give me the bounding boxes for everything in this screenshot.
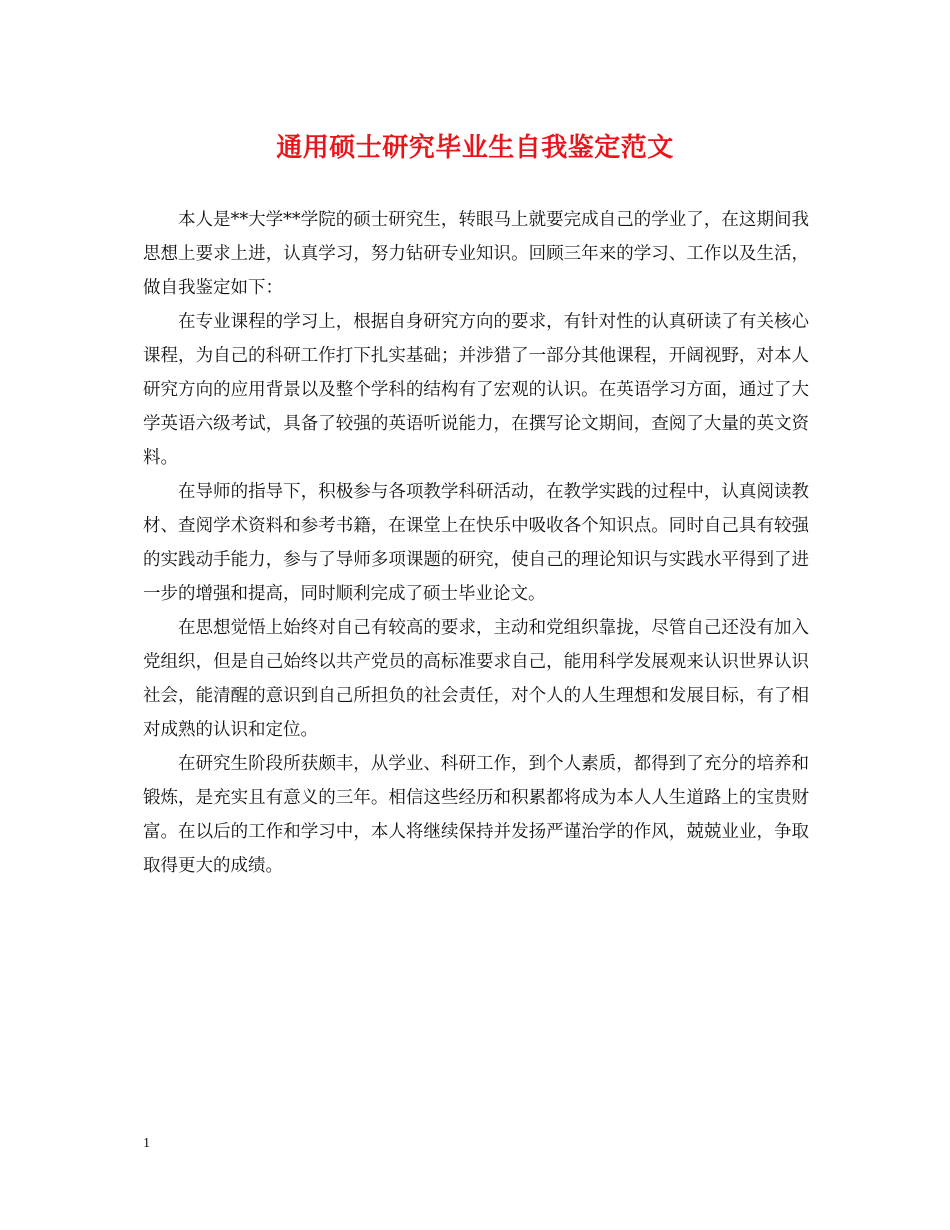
page-number: 1	[143, 1136, 150, 1151]
paragraph-intro: 本人是**大学**学院的硕士研究生，转眼马上就要完成自己的学业了，在这期间我思想上要求上进，认真学习，努力钻研专业知识。回顾三年来的学习、工作以及生活，做自我鉴定如下：	[143, 210, 809, 298]
document-body	[143, 203, 809, 883]
paragraph-ideology: 在思想觉悟上始终对自己有较高的要求，主动和党组织靠拢，尽管自己还没有加入党组织，但是自己始终以共产党员的高标准要求自己，能用科学发展观来认识世界认识社会，能清醒的意识到自己所担负的社会责任，对个人的人生理想和发展目标，有了相对成熟的认识和定位。	[143, 618, 809, 740]
paragraph-conclusion: 在研究生阶段所获颇丰，从学业、科研工作，到个人素质，都得到了充分的培养和锻炼，是充实且有意义的三年。相信这些经历和积累都将成为本人人生道路上的宝贵财富。在以后的工作和学习中，本人将继续保持并发扬严谨治学的作风，兢兢业业，争取取得更大的成绩。	[143, 754, 809, 876]
paragraph-coursework: 在专业课程的学习上，根据自身研究方向的要求，有针对性的认真研读了有关核心课程，为自己的科研工作打下扎实基础；并涉猎了一部分其他课程，开阔视野，对本人研究方向的应用背景以及整个学科的结构有了宏观的认识。在英语学习方面，通过了大学英语六级考试，具备了较强的英语听说能力，在撰写论文期间，查阅了大量的英文资料。	[143, 312, 809, 468]
document-title: 通用硕士研究毕业生自我鉴定范文	[276, 133, 674, 163]
paragraph-research: 在导师的指导下，积极参与各项教学科研活动，在教学实践的过程中，认真阅读教材、查阅学术资料和参考书籍，在课堂上在快乐中吸收各个知识点。同时自己具有较强的实践动手能力，参与了导师多项课题的研究，使自己的理论知识与实践水平得到了进一步的增强和提高，同时顺利完成了硕士毕业论文。	[143, 482, 809, 604]
